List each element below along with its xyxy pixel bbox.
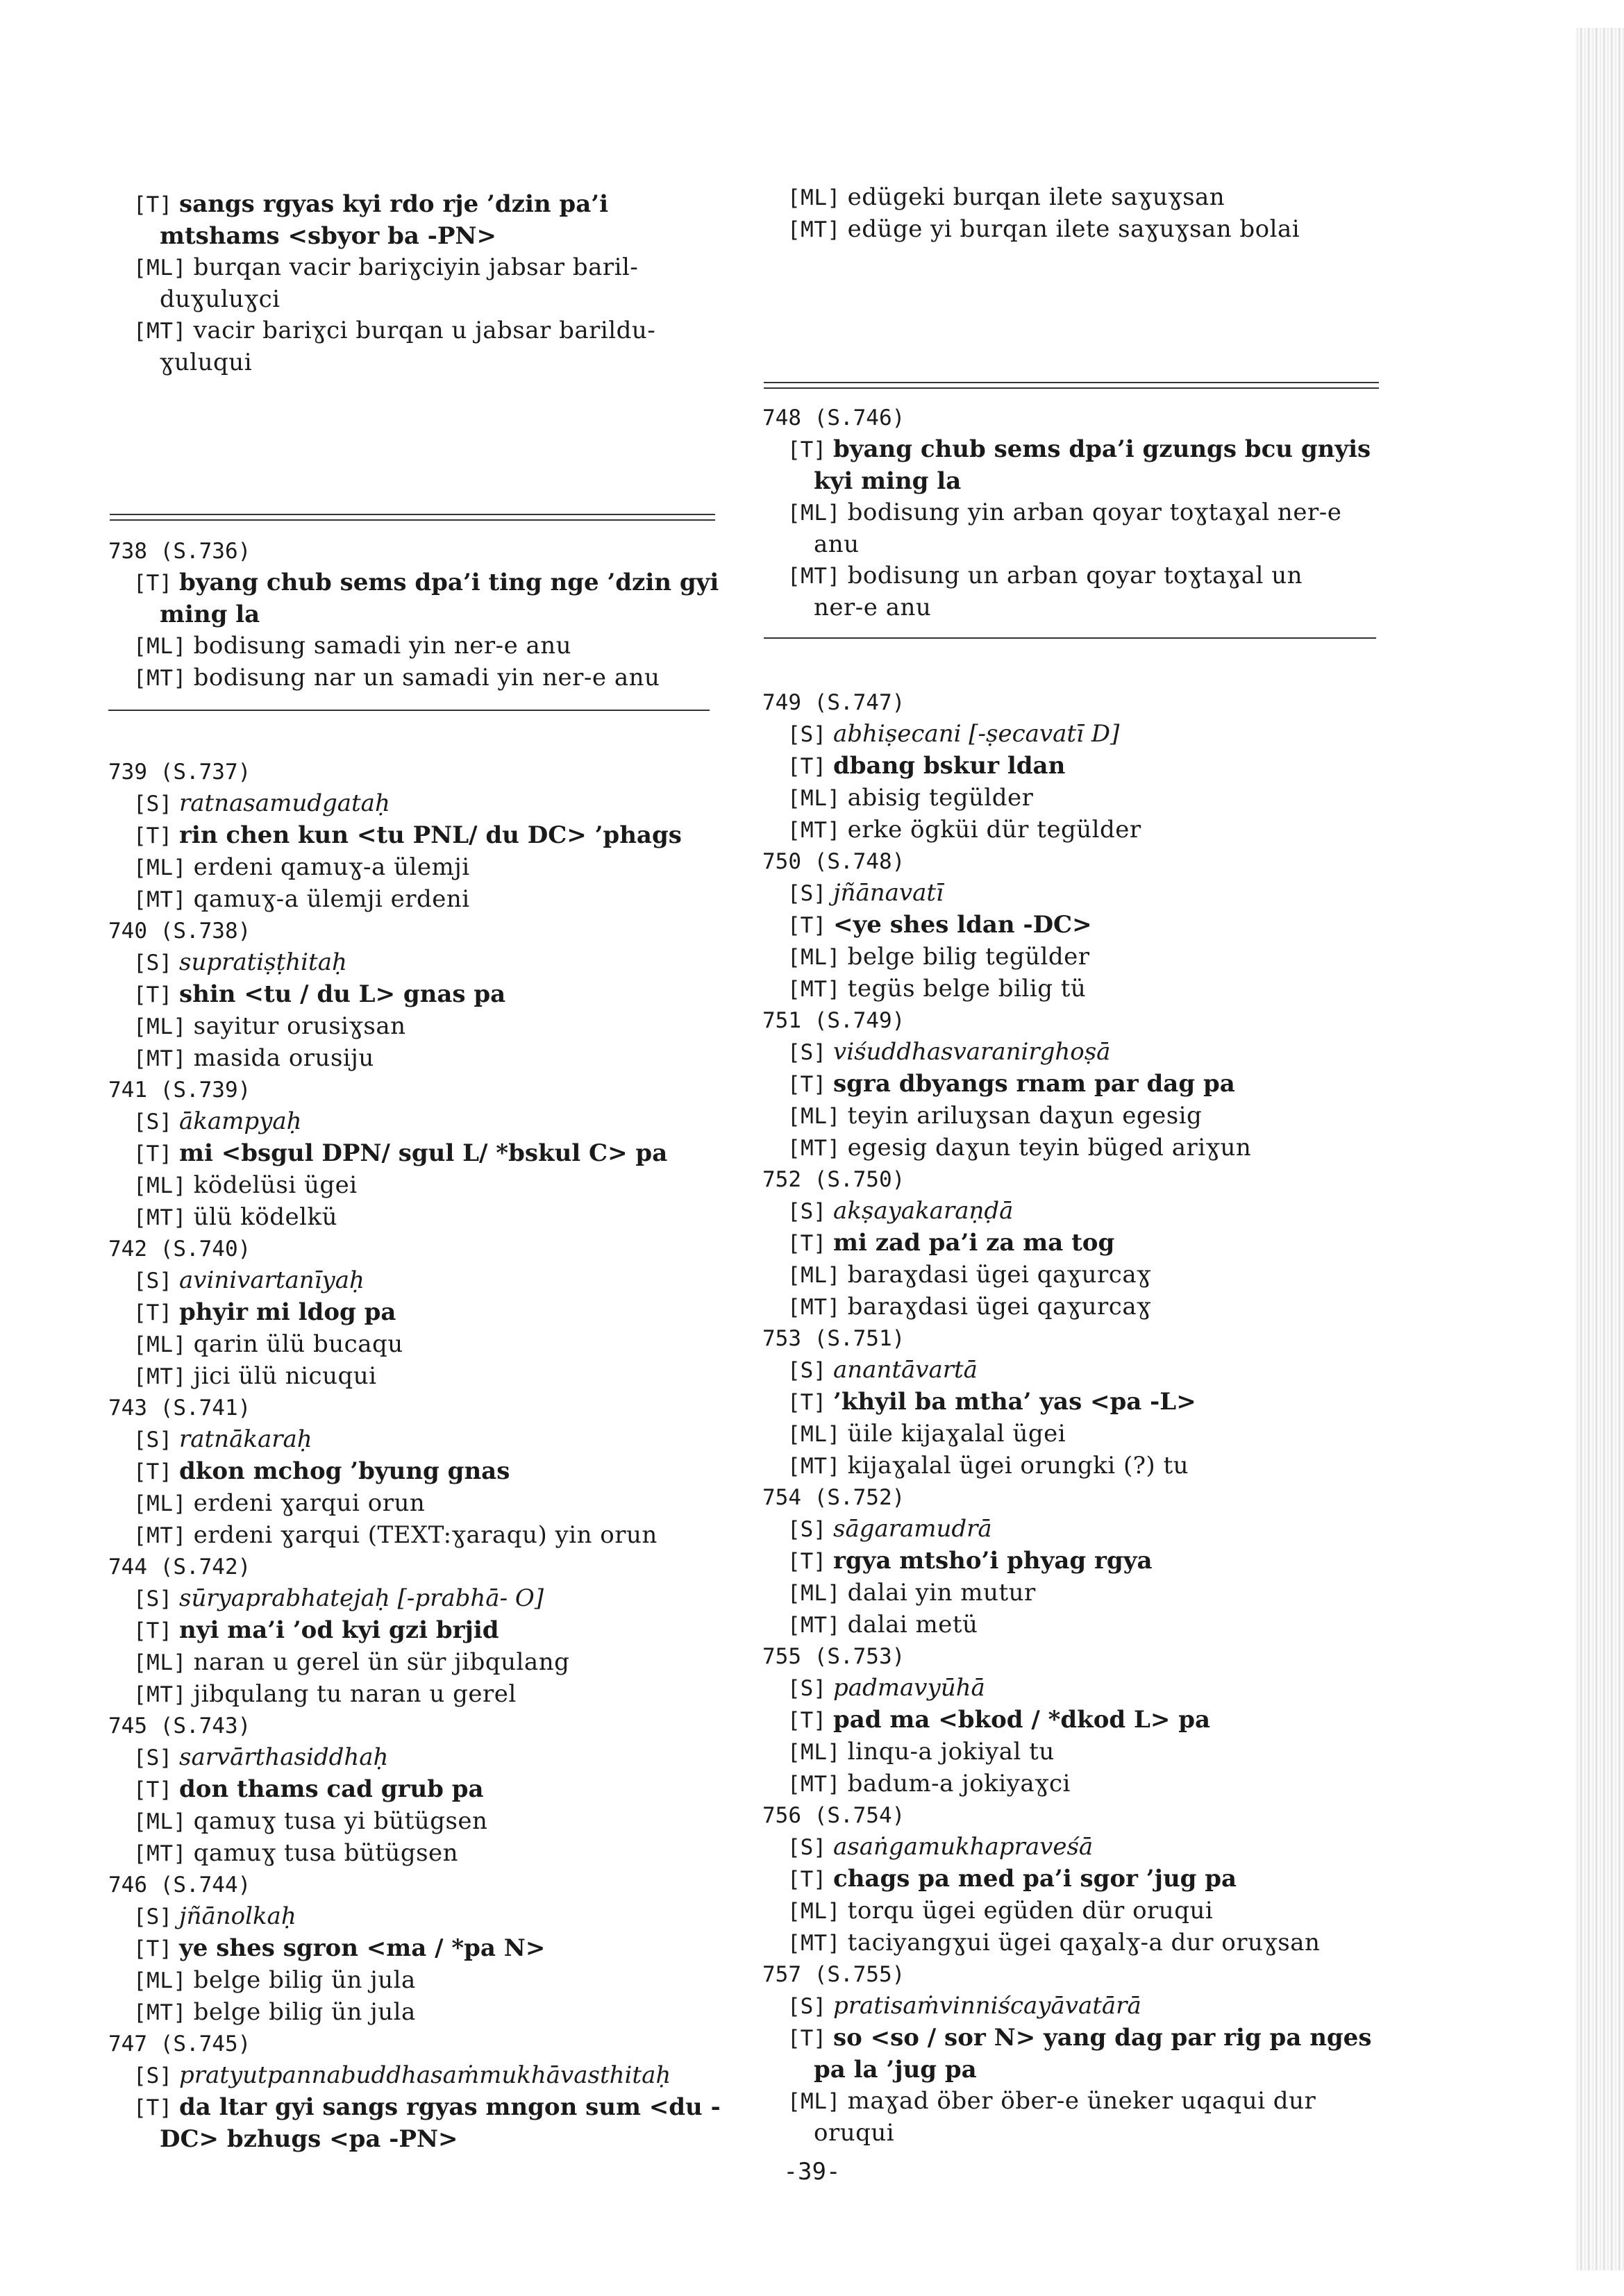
entry-line bbox=[758, 214, 1397, 246]
entry-line bbox=[758, 1450, 1397, 1482]
entry-line bbox=[758, 1418, 1397, 1450]
entry-number: 749 (S.747) bbox=[762, 690, 905, 715]
entry-text: kyi ming la bbox=[814, 467, 962, 495]
entry-text: bodisung un arban qoyar toɣtaɣal un bbox=[847, 562, 1303, 589]
entry-text: dkon mchog ’byung gnas bbox=[179, 1457, 510, 1485]
entry-text: dbang bskur ldan bbox=[833, 752, 1066, 780]
entry-line bbox=[758, 2022, 1397, 2054]
entry-number: 757 (S.755) bbox=[762, 1962, 905, 1987]
entry-text: dalai metü bbox=[847, 1611, 978, 1639]
entry-text: ming la bbox=[160, 601, 260, 628]
entry-line bbox=[104, 1933, 729, 1965]
entry-text: baraɣdasi ügei qaɣurcaɣ bbox=[847, 1261, 1151, 1289]
entry-number: 740 (S.738) bbox=[108, 919, 251, 944]
entry-text: jici ülü nicuqui bbox=[193, 1362, 377, 1390]
language-tag: [ML] bbox=[133, 1491, 187, 1516]
entry-number: 744 (S.742) bbox=[108, 1555, 251, 1579]
right-entries-block bbox=[758, 687, 1397, 2149]
entry-line bbox=[104, 1170, 729, 1202]
entry-text: nyi ma’i ’od kyi gzi brjid bbox=[179, 1616, 499, 1644]
entry-text: chags pa med pa’i sgor ’jug pa bbox=[833, 1865, 1237, 1893]
language-tag: [T] bbox=[133, 1936, 172, 1961]
entry-line bbox=[758, 1991, 1397, 2022]
language-tag: [T] bbox=[787, 1072, 826, 1097]
entry-line bbox=[758, 1037, 1397, 1069]
entry-line bbox=[104, 788, 729, 820]
entry-line bbox=[104, 599, 729, 630]
entry-number: 746 (S.744) bbox=[108, 1872, 251, 1897]
language-tag: [ML] bbox=[133, 855, 187, 880]
entry-line bbox=[104, 1488, 729, 1520]
entry-text: egesig daɣun teyin büged ariɣun bbox=[847, 1134, 1252, 1162]
language-tag: [S] bbox=[787, 881, 826, 906]
entry-line bbox=[104, 347, 729, 378]
language-tag: [MT] bbox=[787, 217, 841, 242]
entry-text: ködelüsi ügei bbox=[193, 1171, 358, 1199]
entry-line bbox=[758, 782, 1397, 814]
double-rule bbox=[764, 382, 1379, 389]
entry-text: ’khyil ba mtha’ yas <pa -L> bbox=[833, 1388, 1196, 1416]
entry-text: jñānavatī bbox=[833, 879, 944, 907]
language-tag: [S] bbox=[133, 950, 172, 975]
entry-line bbox=[104, 1997, 729, 2029]
page-number: -39- bbox=[783, 2158, 841, 2186]
entry-line bbox=[104, 1011, 729, 1043]
language-tag: [MT] bbox=[133, 666, 187, 691]
entry-line bbox=[104, 1679, 729, 1711]
entry-line bbox=[104, 2060, 729, 2092]
language-tag: [T] bbox=[133, 823, 172, 848]
language-tag: [T] bbox=[133, 982, 172, 1007]
entry-line bbox=[104, 1265, 729, 1297]
entry-line bbox=[758, 592, 1397, 623]
language-tag: [T] bbox=[133, 1459, 172, 1484]
entry-text: naran u gerel ün sür jibqulang bbox=[193, 1648, 570, 1676]
entry-line bbox=[758, 910, 1397, 941]
language-tag: [S] bbox=[133, 1745, 172, 1770]
entry-text: viśuddhasvaranirghoṣā bbox=[833, 1038, 1111, 1066]
entry-line bbox=[758, 973, 1397, 1005]
entry-text: ner-e anu bbox=[814, 594, 932, 621]
language-tag: [T] bbox=[133, 1618, 172, 1643]
language-tag: [ML] bbox=[787, 1581, 841, 1606]
entry-line bbox=[104, 1138, 729, 1170]
entry-738-block bbox=[104, 536, 729, 694]
entry-line bbox=[758, 719, 1397, 751]
entry-line bbox=[758, 1100, 1397, 1132]
entry-line bbox=[758, 497, 1397, 529]
language-tag: [MT] bbox=[787, 818, 841, 843]
entry-line bbox=[104, 1647, 729, 1679]
entry-text: baraɣdasi ügei qaɣurcaɣ bbox=[847, 1293, 1151, 1321]
entry-text: sangs rgyas kyi rdo rje ’dzin pa’i bbox=[179, 190, 608, 218]
language-tag: [ML] bbox=[787, 1740, 841, 1765]
entry-line bbox=[104, 1329, 729, 1361]
entry-text: <ye shes ldan -DC> bbox=[833, 911, 1092, 939]
language-tag: [ML] bbox=[133, 634, 187, 659]
language-tag: [ML] bbox=[787, 1422, 841, 1447]
entry-number: 755 (S.753) bbox=[762, 1644, 905, 1669]
entry-text: maɣad öber öber-e üneker uqaqui dur bbox=[847, 2087, 1316, 2115]
entry-line bbox=[104, 1615, 729, 1647]
entry-line bbox=[104, 221, 729, 252]
entry-text: torqu ügei egüden dür oruqui bbox=[847, 1897, 1214, 1925]
language-tag: [MT] bbox=[787, 977, 841, 1002]
entry-number: 738 (S.736) bbox=[108, 539, 251, 564]
entry-number: 753 (S.751) bbox=[762, 1326, 905, 1351]
language-tag: [ML] bbox=[787, 1263, 841, 1288]
entry-line bbox=[104, 947, 729, 979]
entry-text: tegüs belge bilig tü bbox=[847, 975, 1087, 1003]
entry-text: oruqui bbox=[814, 2119, 895, 2147]
language-tag: [MT] bbox=[133, 319, 187, 344]
entry-number: 747 (S.745) bbox=[108, 2031, 251, 2056]
language-tag: [T] bbox=[133, 571, 172, 596]
entry-text: asaṅgamukhapraveśā bbox=[833, 1833, 1094, 1861]
entry-line bbox=[104, 1901, 729, 1933]
entry-text: anu bbox=[814, 530, 860, 558]
entry-number: 748 (S.746) bbox=[762, 405, 905, 430]
language-tag: [ML] bbox=[133, 1014, 187, 1039]
entry-text: erdeni qamuɣ-a ülemji bbox=[193, 853, 470, 881]
language-tag: [T] bbox=[787, 1549, 826, 1574]
language-tag: [MT] bbox=[787, 1772, 841, 1797]
entry-number: 745 (S.743) bbox=[108, 1713, 251, 1738]
entry-line bbox=[758, 814, 1397, 846]
entry-text: duɣuluɣci bbox=[160, 285, 281, 313]
entry-line bbox=[104, 1838, 729, 1870]
language-tag: [S] bbox=[133, 2063, 172, 2088]
entry-line bbox=[758, 2118, 1397, 2149]
entry-line bbox=[758, 182, 1397, 214]
language-tag: [T] bbox=[133, 2095, 172, 2120]
entry-line bbox=[758, 1577, 1397, 1609]
entry-line bbox=[104, 1106, 729, 1138]
language-tag: [ML] bbox=[133, 255, 187, 280]
entry-text: kijaɣalal ügei orungki (?) tu bbox=[847, 1452, 1189, 1480]
entry-line bbox=[758, 1895, 1397, 1927]
entry-text: vacir bariɣci burqan u jabsar barildu- bbox=[193, 317, 656, 344]
language-tag: [T] bbox=[787, 2026, 826, 2051]
language-tag: [ML] bbox=[787, 501, 841, 526]
entry-text: linqu-a jokiyal tu bbox=[847, 1738, 1055, 1766]
language-tag: [MT] bbox=[133, 887, 187, 912]
language-tag: [S] bbox=[787, 1994, 826, 2019]
entry-number: 743 (S.741) bbox=[108, 1396, 251, 1421]
language-tag: [ML] bbox=[133, 1332, 187, 1357]
entry-text: pratisaṁvinniścayāvatārā bbox=[833, 1992, 1141, 2020]
entry-text: sayitur orusiɣsan bbox=[193, 1012, 406, 1040]
language-tag: [ML] bbox=[787, 1899, 841, 1924]
language-tag: [MT] bbox=[133, 1205, 187, 1230]
entry-text: jñānolkaḥ bbox=[179, 1902, 296, 1930]
language-tag: [MT] bbox=[133, 1682, 187, 1707]
entry-line bbox=[104, 2092, 729, 2124]
entry-text: ülü ködelkü bbox=[193, 1203, 337, 1231]
entry-line bbox=[104, 1202, 729, 1234]
entry-line bbox=[104, 1520, 729, 1552]
language-tag: [S] bbox=[787, 1835, 826, 1860]
entry-text: abhiṣecani [-ṣecavatī D] bbox=[833, 720, 1120, 748]
entry-text: DC> bzhugs <pa -PN> bbox=[160, 2125, 458, 2153]
entry-line bbox=[758, 1259, 1397, 1291]
language-tag: [T] bbox=[787, 754, 826, 779]
entry-line bbox=[104, 284, 729, 315]
entry-text: shin <tu / du L> gnas pa bbox=[179, 980, 506, 1008]
entry-text: badum-a jokiyaɣci bbox=[847, 1770, 1071, 1798]
language-tag: [MT] bbox=[787, 1454, 841, 1479]
entry-line bbox=[104, 852, 729, 884]
entry-text: padmavyūhā bbox=[833, 1674, 985, 1702]
language-tag: [ML] bbox=[133, 1809, 187, 1834]
entry-text: mtshams <sbyor ba -PN> bbox=[160, 222, 496, 250]
entry-line bbox=[758, 2054, 1397, 2086]
language-tag: [S] bbox=[133, 1268, 172, 1293]
language-tag: [ML] bbox=[787, 2089, 841, 2114]
entry-748-block bbox=[758, 403, 1397, 623]
entry-text: ɣuluqui bbox=[160, 349, 253, 376]
language-tag: [S] bbox=[787, 722, 826, 747]
language-tag: [T] bbox=[133, 1300, 172, 1325]
language-tag: [ML] bbox=[787, 945, 841, 970]
scan-edge-shadow bbox=[1575, 28, 1624, 2270]
language-tag: [ML] bbox=[133, 1968, 187, 1993]
language-tag: [T] bbox=[133, 1777, 172, 1802]
entry-text: belge bilig ün jula bbox=[193, 1998, 416, 2026]
entry-text: belge bilig ün jula bbox=[193, 1966, 416, 1994]
entry-text: byang chub sems dpa’i ting nge ’dzin gyi bbox=[179, 569, 719, 596]
entry-line bbox=[104, 1742, 729, 1774]
language-tag: [T] bbox=[787, 1708, 826, 1733]
entry-line bbox=[104, 884, 729, 916]
entry-text: ye shes sgron <ma / *pa N> bbox=[179, 1934, 546, 1962]
entry-line bbox=[758, 751, 1397, 782]
entry-line bbox=[758, 560, 1397, 592]
language-tag: [T] bbox=[787, 1867, 826, 1892]
entry-text: pratyutpannabuddhasaṁmukhāvasthitaḥ bbox=[179, 2061, 671, 2089]
entry-text: edügeki burqan ilete saɣuɣsan bbox=[847, 183, 1225, 211]
right-top-block bbox=[758, 182, 1397, 246]
entry-line bbox=[758, 1196, 1397, 1227]
language-tag: [ML] bbox=[787, 185, 841, 210]
entry-line bbox=[758, 529, 1397, 560]
language-tag: [S] bbox=[133, 791, 172, 816]
entry-line bbox=[104, 567, 729, 599]
entry-line bbox=[758, 1355, 1397, 1386]
entry-number: 751 (S.749) bbox=[762, 1008, 905, 1033]
language-tag: [MT] bbox=[133, 1523, 187, 1548]
entry-text: pa la ’jug pa bbox=[814, 2056, 977, 2084]
entry-line bbox=[758, 1736, 1397, 1768]
language-tag: [T] bbox=[133, 1141, 172, 1166]
entry-line bbox=[104, 662, 729, 694]
entry-line bbox=[104, 1456, 729, 1488]
entry-text: akṣayakaraṇḍā bbox=[833, 1197, 1014, 1225]
language-tag: [S] bbox=[133, 1586, 172, 1611]
entry-line bbox=[104, 1297, 729, 1329]
entry-line bbox=[758, 1545, 1397, 1577]
entry-line bbox=[104, 1043, 729, 1075]
language-tag: [T] bbox=[133, 192, 172, 217]
single-rule bbox=[108, 710, 710, 711]
entry-text: da ltar gyi sangs rgyas mngon sum <du - bbox=[179, 2093, 721, 2121]
left-entries-block bbox=[104, 757, 729, 2155]
language-tag: [MT] bbox=[787, 1136, 841, 1161]
language-tag: [MT] bbox=[787, 1931, 841, 1956]
entry-line bbox=[758, 1927, 1397, 1959]
entry-text: rgya mtsho’i phyag rgya bbox=[833, 1547, 1153, 1575]
entry-text: ratnasamudgataḥ bbox=[179, 789, 390, 817]
language-tag: [ML] bbox=[133, 1173, 187, 1198]
entry-text: edüge yi burqan ilete saɣuɣsan bolai bbox=[847, 215, 1300, 243]
language-tag: [T] bbox=[787, 1390, 826, 1415]
entry-line bbox=[758, 878, 1397, 910]
language-tag: [MT] bbox=[133, 1364, 187, 1389]
entry-line bbox=[758, 941, 1397, 973]
entry-line bbox=[104, 1965, 729, 1997]
language-tag: [S] bbox=[787, 1040, 826, 1065]
language-tag: [MT] bbox=[133, 2000, 187, 2025]
entry-text: sarvārthasiddhaḥ bbox=[179, 1743, 389, 1771]
entry-text: erke ögküi dür tegülder bbox=[847, 816, 1141, 844]
language-tag: [T] bbox=[787, 913, 826, 938]
entry-number: 742 (S.740) bbox=[108, 1237, 251, 1262]
entry-line bbox=[758, 1132, 1397, 1164]
entry-text: qamuɣ tusa bütügsen bbox=[193, 1839, 459, 1867]
entry-line bbox=[104, 1774, 729, 1806]
language-tag: [S] bbox=[787, 1358, 826, 1383]
entry-text: sāgaramudrā bbox=[833, 1515, 992, 1543]
language-tag: [S] bbox=[133, 1904, 172, 1929]
entry-line bbox=[758, 1704, 1397, 1736]
entry-text: pad ma <bkod / *dkod L> pa bbox=[833, 1706, 1211, 1734]
entry-text: bodisung nar un samadi yin ner-e anu bbox=[193, 664, 660, 692]
entry-text: avinivartanīyaḥ bbox=[179, 1266, 365, 1294]
entry-line bbox=[104, 189, 729, 221]
entry-line bbox=[104, 630, 729, 662]
entry-text: sūryaprabhatejaḥ [-prabhā- O] bbox=[179, 1584, 544, 1612]
language-tag: [ML] bbox=[787, 1104, 841, 1129]
entry-text: jibqulang tu naran u gerel bbox=[193, 1680, 517, 1708]
entry-line bbox=[104, 2124, 729, 2155]
entry-line bbox=[758, 434, 1397, 466]
language-tag: [MT] bbox=[787, 564, 841, 589]
entry-line bbox=[758, 1227, 1397, 1259]
entry-text: qarin ülü bucaqu bbox=[193, 1330, 403, 1358]
entry-number: 739 (S.737) bbox=[108, 760, 251, 785]
single-rule bbox=[764, 637, 1376, 639]
entry-line bbox=[104, 1424, 729, 1456]
entry-text: üile kijaɣalal ügei bbox=[847, 1420, 1066, 1448]
entry-number: 752 (S.750) bbox=[762, 1167, 905, 1192]
entry-line bbox=[104, 820, 729, 852]
entry-line bbox=[758, 1386, 1397, 1418]
entry-text: supratiṣṭhitaḥ bbox=[179, 948, 347, 976]
entry-number: 756 (S.754) bbox=[762, 1803, 905, 1828]
entry-line bbox=[758, 1832, 1397, 1863]
entry-text: masida orusiju bbox=[193, 1044, 374, 1072]
entry-number: 750 (S.748) bbox=[762, 849, 905, 874]
language-tag: [T] bbox=[787, 437, 826, 462]
entry-text: ratnākaraḥ bbox=[179, 1425, 312, 1453]
language-tag: [T] bbox=[787, 1231, 826, 1256]
language-tag: [MT] bbox=[787, 1295, 841, 1320]
entry-text: mi <bsgul DPN/ sgul L/ *bskul C> pa bbox=[179, 1139, 668, 1167]
entry-line bbox=[104, 252, 729, 284]
entry-line bbox=[758, 1673, 1397, 1704]
entry-text: dalai yin mutur bbox=[847, 1579, 1036, 1607]
entry-number: 741 (S.739) bbox=[108, 1078, 251, 1103]
language-tag: [ML] bbox=[133, 1650, 187, 1675]
entry-line bbox=[758, 1609, 1397, 1641]
entry-line bbox=[758, 1291, 1397, 1323]
entry-text: belge bilig tegülder bbox=[847, 943, 1090, 971]
entry-line bbox=[758, 1514, 1397, 1545]
entry-text: don thams cad grub pa bbox=[179, 1775, 484, 1803]
left-top-block bbox=[104, 189, 729, 378]
language-tag: [MT] bbox=[133, 1841, 187, 1866]
entry-text: bodisung samadi yin ner-e anu bbox=[193, 632, 572, 660]
entry-text: phyir mi ldog pa bbox=[179, 1298, 396, 1326]
entry-text: so <so / sor N> yang dag par rig pa nges bbox=[833, 2024, 1372, 2052]
entry-text: taciyangɣui ügei qaɣalɣ-a dur oruɣsan bbox=[847, 1929, 1321, 1956]
entry-line bbox=[758, 1069, 1397, 1100]
entry-text: sgra dbyangs rnam par dag pa bbox=[833, 1070, 1235, 1098]
entry-line bbox=[104, 979, 729, 1011]
entry-text: burqan vacir bariɣciyin jabsar baril- bbox=[193, 253, 639, 281]
entry-text: qamuɣ-a ülemji erdeni bbox=[193, 885, 470, 913]
entry-text: erdeni ɣarqui orun bbox=[193, 1489, 426, 1517]
entry-number: 754 (S.752) bbox=[762, 1485, 905, 1510]
language-tag: [ML] bbox=[787, 786, 841, 811]
language-tag: [MT] bbox=[787, 1613, 841, 1638]
entry-line bbox=[104, 1361, 729, 1393]
entry-text: ākampyaḥ bbox=[179, 1107, 302, 1135]
entry-text: qamuɣ tusa yi bütügsen bbox=[193, 1807, 488, 1835]
language-tag: [S] bbox=[787, 1676, 826, 1701]
entry-text: anantāvartā bbox=[833, 1356, 978, 1384]
entry-line bbox=[104, 1583, 729, 1615]
entry-text: bodisung yin arban qoyar toɣtaɣal ner-e bbox=[847, 498, 1342, 526]
language-tag: [S] bbox=[787, 1199, 826, 1224]
entry-line bbox=[758, 1863, 1397, 1895]
entry-text: mi zad pa’i za ma tog bbox=[833, 1229, 1115, 1257]
language-tag: [S] bbox=[133, 1427, 172, 1452]
entry-line bbox=[758, 1768, 1397, 1800]
language-tag: [MT] bbox=[133, 1046, 187, 1071]
entry-text: rin chen kun <tu PNL/ du DC> ’phags bbox=[179, 821, 682, 849]
entry-line bbox=[758, 2086, 1397, 2118]
double-rule bbox=[110, 514, 715, 521]
entry-text: teyin ariluɣsan daɣun egesig bbox=[847, 1102, 1203, 1130]
entry-line bbox=[104, 315, 729, 347]
entry-text: erdeni ɣarqui (TEXT:ɣaraqu) yin orun bbox=[193, 1521, 658, 1549]
entry-text: byang chub sems dpa’i gzungs bcu gnyis bbox=[833, 435, 1371, 463]
entry-line bbox=[758, 466, 1397, 497]
language-tag: [S] bbox=[787, 1517, 826, 1542]
language-tag: [S] bbox=[133, 1109, 172, 1134]
entry-text: abisig tegülder bbox=[847, 784, 1034, 812]
entry-line bbox=[104, 1806, 729, 1838]
